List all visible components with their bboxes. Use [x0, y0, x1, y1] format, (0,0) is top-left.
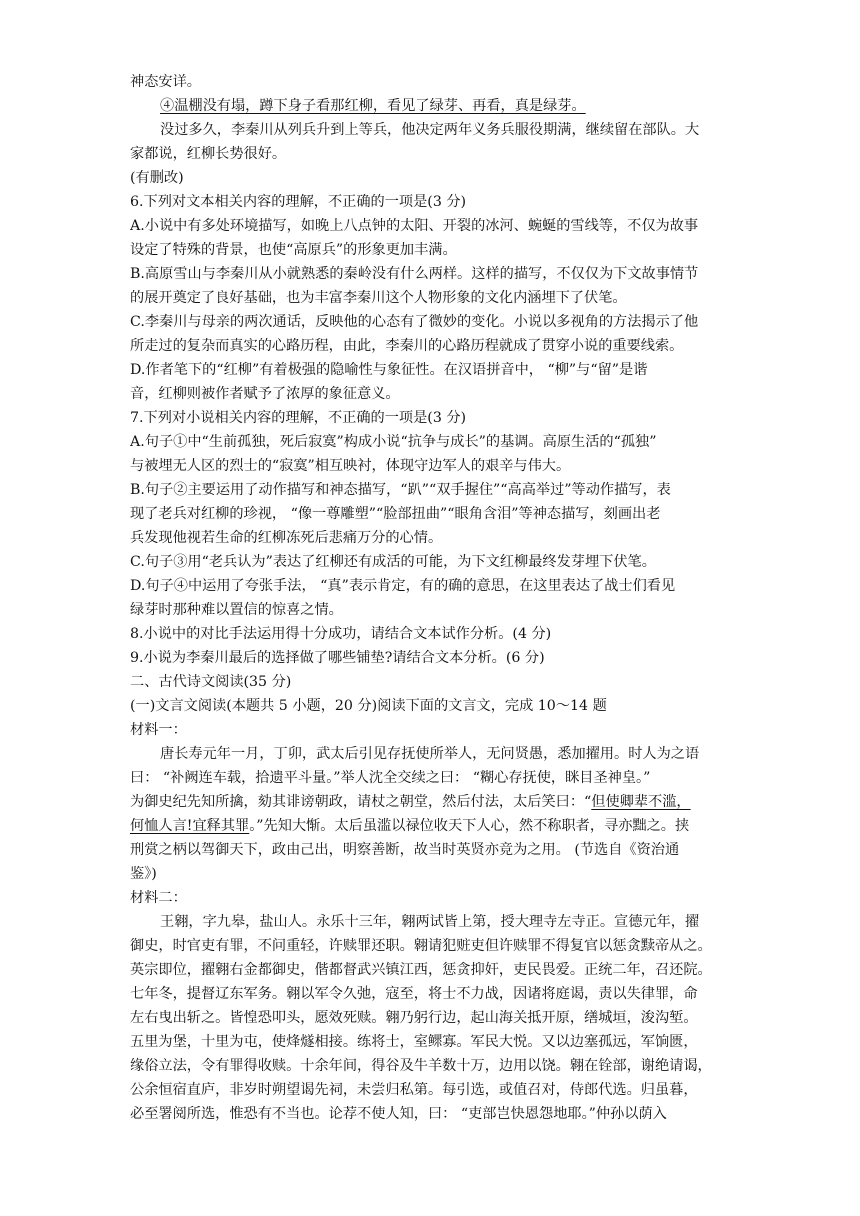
option-line: 所走过的复杂而真实的心路历程，由此，李秦川的心路历程就成了贯穿小说的重要线索。	[130, 338, 684, 354]
option-line: 现了老兵对红柳的珍视， “像一尊雕塑”“脸部扭曲”“眼角含泪”等神态描写，刻画出老	[130, 506, 661, 522]
story-line: 家都说，红柳长势很好。	[130, 146, 287, 162]
passage-text: 。”先知大惭。太后虽滥以禄位收天下人心，然不称职者，寻亦黜之。挟	[249, 818, 690, 834]
passage-line	[130, 814, 730, 838]
option-line: C.句子③用“老兵认为”表达了红柳还有成活的可能，为下文红柳最终发芽埋下伏笔。	[130, 554, 656, 570]
option-line: D.作者笔下的“红柳”有着极强的隐喻性与象征性。在汉语拼音中， “柳”与“留”是谐	[130, 362, 648, 378]
section-subheading: (一)文言文阅读(本题共 5 小题，20 分)阅读下面的文言文，完成 10～14 题	[130, 698, 607, 714]
option-line: 音，红柳则被作者赋予了浓厚的象征意义。	[130, 386, 400, 402]
source-note: (有删改)	[130, 170, 184, 186]
option-line: B.句子②主要运用了动作描写和神态描写，“趴”“双手握住”“高高举过”等动作描写，表	[130, 482, 671, 498]
passage-line: 必至署阅所选，惟恐有不当也。论荐不使人知，曰： “吏部岂快恩怨地耶。”仲孙以荫入	[130, 1106, 667, 1122]
option-line: B.高原雪山与李秦川从小就熟悉的秦岭没有什么两样。这样的描写，不仅仅为下文故事情节	[130, 266, 699, 282]
passage-line: 七年冬，提督辽东军务。翱以军令久弛，寇至，将士不力战，因诸将庭谒，责以失律罪，命	[130, 986, 698, 1002]
document-page	[130, 70, 730, 1126]
option-line: A.小说中有多处环境描写，如晚上八点钟的太阳、开裂的冰河、蜿蜒的雪线等，不仅为故事	[130, 218, 699, 234]
option-line: D.句子④中运用了夸张手法， “真”表示肯定，有的确的意思，在这里表达了战士们看见	[130, 578, 676, 594]
story-line: 没过多久，李秦川从列兵升到上等兵，他决定两年义务兵服役期满，继续留在部队。大	[160, 122, 700, 138]
passage-line: 为御史纪先知所擒，劾其诽谤朝政，请杖之朝堂，然后付法，太后笑曰：“但使卿辈不滥，	[130, 794, 691, 810]
option-line: 兵发现他视若生命的红柳冻死后悲痛万分的心情。	[130, 530, 443, 546]
passage-line: 公余恒宿直庐，非岁时朔望谒先祠，未尝归私第。每引选，或值召对，侍郎代选。归虽暮，	[130, 1082, 698, 1098]
passage-line: 曰： “补阙连车载，拾遗平斗量。”举人沈全交续之曰： “糊心存抚使，眯目圣神皇。”	[130, 770, 651, 786]
option-line: A.句子①中“生前孤独，死后寂寞”构成小说“抗争与成长”的基调。高原生活的“孤独”	[130, 434, 657, 450]
story-sentence-four	[130, 94, 730, 118]
underlined-quote: 何恤人言!宜释其罪	[130, 818, 250, 834]
passage-line: 左右曳出斩之。皆惶恐叩头，愿效死赎。翱乃躬行边，起山海关抵开原，缮城垣，浚沟堑。	[130, 1010, 698, 1026]
option-line: 与被埋无人区的烈士的“寂寞”相互映衬，体现守边军人的艰辛与伟大。	[130, 458, 571, 474]
passage-text: 为御史纪先知所擒，劾其诽谤朝政，请杖之朝堂，然后付法，太后笑曰：	[130, 794, 585, 810]
option-line: 的展开奠定了良好基础，也为丰富李秦川这个人物形象的文化内涵埋下了伏笔。	[130, 290, 627, 306]
question-6: 6.下列对文本相关内容的理解，不正确的一项是(3 分)	[130, 194, 467, 210]
option-line: 设定了特殊的背景，也使“高原兵”的形象更加丰满。	[130, 242, 457, 258]
passage-line: 五里为堡，十里为屯，使烽燧相接。练将士，室鳏寡。军民大悦。又以边塞孤远，军饷匮，	[130, 1034, 698, 1050]
story-line: 神态安详。	[130, 74, 201, 90]
question-8: 8.小说中的对比手法运用得十分成功，请结合文本试作分析。(4 分)	[130, 626, 552, 642]
material-two-label: 材料二：	[130, 890, 187, 906]
passage-line: 缘俗立法，令有罪得收赎。十余年间，得谷及牛羊数十万，边用以饶。翱在铨部，谢绝请谒，	[130, 1058, 712, 1074]
passage-line: 刑赏之柄以驾御天下，政由己出，明察善断，故当时英贤亦竞为之用。 (节选自《资治通	[130, 842, 680, 858]
passage-line: 鉴》)	[130, 866, 157, 882]
option-line: 绿芽时那种难以置信的惊喜之情。	[130, 602, 343, 618]
question-9: 9.小说为李秦川最后的选择做了哪些铺垫?请结合文本分析。(6 分)	[130, 650, 545, 666]
passage-line: 英宗即位，擢翱右金都御史，偕都督武兴镇江西，惩贪抑奸，吏民畏爱。正统二年，召还院。	[130, 962, 712, 978]
material-one-label: 材料一：	[130, 722, 187, 738]
question-7: 7.下列对小说相关内容的理解，不正确的一项是(3 分)	[130, 410, 467, 426]
section-heading: 二、古代诗文阅读(35 分)	[130, 674, 292, 690]
passage-line: 唐长寿元年一月，丁卯，武太后引见存抚使所举人，无问贤愚，悉加擢用。时人为之语	[160, 746, 700, 762]
passage-line: 御史，时官吏有罪，不问重轻，许赎罪还职。翱请犯赃吏但许赎罪不得复官以惩贪黩帝从之。	[130, 938, 712, 954]
underlined-quote: 但使卿辈不滥，	[591, 794, 691, 810]
underlined-sentence: ④温棚没有塌，蹲下身子看那红柳，看见了绿芽、再看，真是绿芽。	[160, 98, 586, 114]
passage-line: 王翱，字九皋，盐山人。永乐十三年，翱两试皆上第，授大理寺左寺正。宣德元年，擢	[160, 914, 700, 930]
option-line: C.李秦川与母亲的两次通话，反映他的心态有了微妙的变化。小说以多视角的方法揭示了他	[130, 314, 699, 330]
